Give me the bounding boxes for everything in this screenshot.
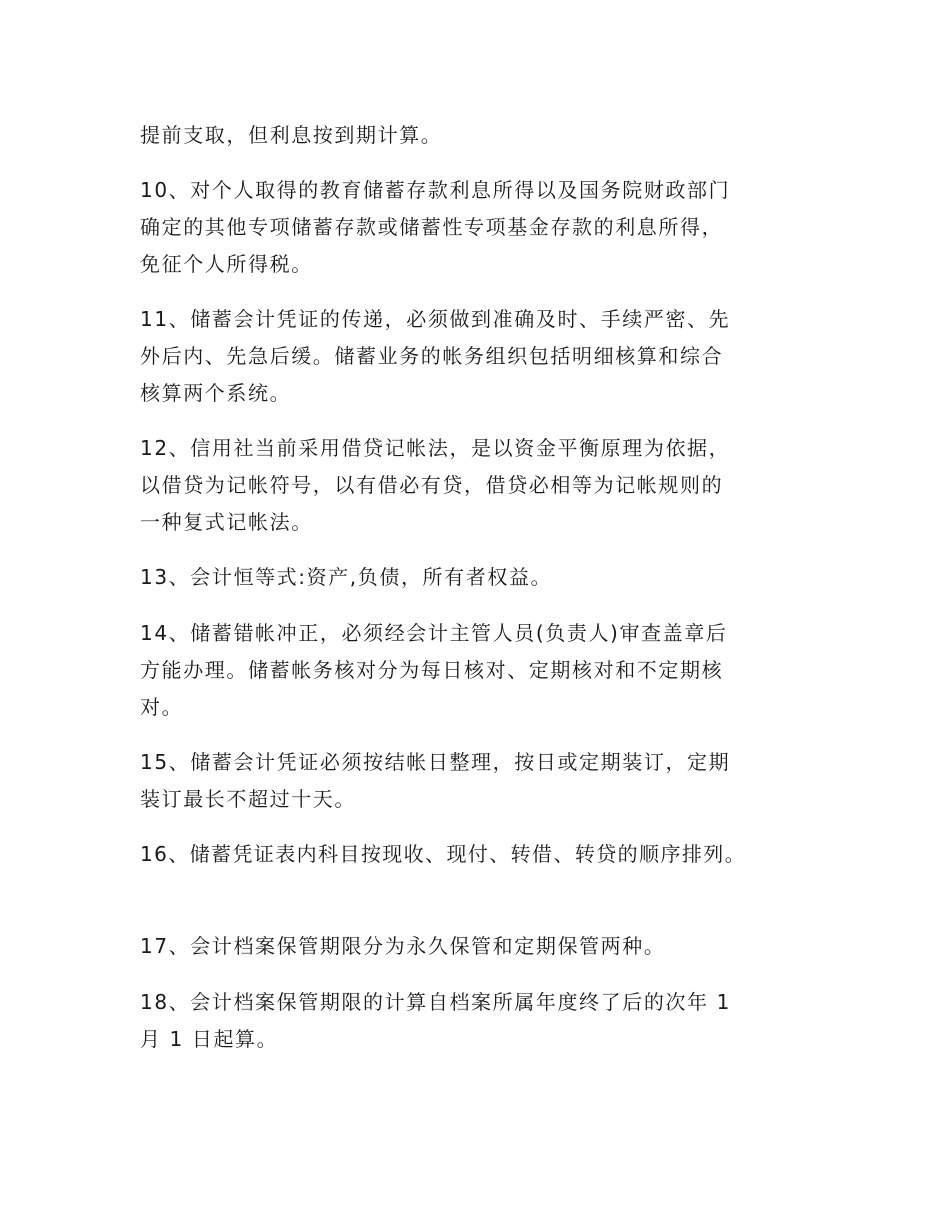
paragraph-11-line-0: 11、储蓄会计凭证的传递，必须做到准确及时、手续严密、先 <box>140 307 731 331</box>
paragraph-17-line-0: 17、会计档案保管期限分为永久保管和定期保管两种。 <box>140 934 666 958</box>
paragraph-14-line-1: 方能办理。储蓄帐务核对分为每日核对、定期核对和不定期核 <box>140 658 724 682</box>
paragraph-18-line-0: 18、会计档案保管期限的计算自档案所属年度终了后的次年 1 <box>140 990 731 1014</box>
paragraph-13-line-0: 13、会计恒等式:资产,负债，所有者权益。 <box>140 565 553 589</box>
paragraph-10-line-0: 10、对个人取得的教育储蓄存款利息所得以及国务院财政部门 <box>140 178 731 202</box>
paragraph-18-line-1: 月 1 日起算。 <box>140 1027 279 1051</box>
paragraph-10-line-1: 确定的其他专项储蓄存款或储蓄性专项基金存款的利息所得， <box>140 215 724 239</box>
paragraph-12-line-0: 12、信用社当前采用借贷记帐法，是以资金平衡原理为依据， <box>140 436 731 460</box>
paragraph-12-line-2: 一种复式记帐法。 <box>140 510 313 534</box>
paragraph-11-line-2: 核算两个系统。 <box>140 381 292 405</box>
paragraph-14-line-2: 对。 <box>140 695 184 719</box>
paragraph-14-line-0: 14、储蓄错帐冲正，必须经会计主管人员(负责人)审查盖章后 <box>140 621 728 645</box>
paragraph-16-line-0: 16、储蓄凭证表内科目按现收、现付、转借、转贷的顺序排列。 <box>140 842 747 866</box>
paragraph-11-line-1: 外后内、先急后缓。储蓄业务的帐务组织包括明细核算和综合 <box>140 344 724 368</box>
paragraph-15-line-0: 15、储蓄会计凭证必须按结帐日整理，按日或定期装订，定期 <box>140 750 731 774</box>
paragraph-10-line-2: 免征个人所得税。 <box>140 252 313 276</box>
paragraph-15-line-1: 装订最长不超过十天。 <box>140 787 356 811</box>
paragraph-0-line-0: 提前支取，但利息按到期计算。 <box>140 123 443 147</box>
paragraph-12-line-1: 以借贷为记帐符号，以有借必有贷，借贷必相等为记帐规则的 <box>140 473 724 497</box>
